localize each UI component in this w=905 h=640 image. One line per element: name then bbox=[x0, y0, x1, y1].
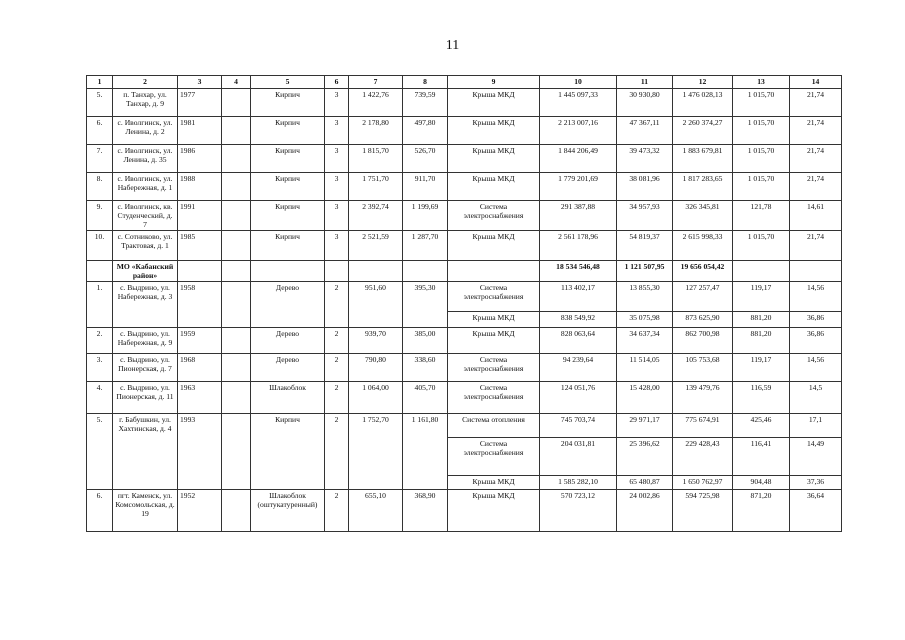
row-number: 6. bbox=[87, 490, 113, 532]
address-cell: с. Иволгинск, кв. Студенческий, д. 7 bbox=[113, 201, 178, 231]
unit-cost-cell: 36,64 bbox=[790, 490, 842, 532]
empty-cell bbox=[178, 261, 222, 282]
area-living-cell: 338,60 bbox=[403, 354, 448, 382]
cost-cell: 204 031,81 bbox=[540, 438, 617, 476]
work-type-cell: Система электроснабжения bbox=[448, 282, 540, 312]
unit-cost-cell: 21,74 bbox=[790, 89, 842, 117]
row-number: 4. bbox=[87, 382, 113, 414]
work-type-cell: Система электроснабжения bbox=[448, 438, 540, 476]
cost-cell: 124 051,76 bbox=[540, 382, 617, 414]
floors-cell: 3 bbox=[325, 173, 349, 201]
area-living-cell: 395,30 bbox=[403, 282, 448, 328]
year-cell: 1986 bbox=[178, 145, 222, 173]
subtotal-cost: 19 656 054,42 bbox=[673, 261, 733, 282]
address-cell: п. Танхар, ул. Танхар, д. 9 bbox=[113, 89, 178, 117]
empty-cell bbox=[222, 117, 251, 145]
year-cell: 1963 bbox=[178, 382, 222, 414]
cost-cell: 47 367,11 bbox=[617, 117, 673, 145]
material-cell: Дерево bbox=[251, 282, 325, 328]
empty-cell bbox=[222, 201, 251, 231]
address-cell: с. Иволгинск, ул. Ленина, д. 35 bbox=[113, 145, 178, 173]
material-cell: Шлакоблок bbox=[251, 382, 325, 414]
unit-cost-cell: 14,61 bbox=[790, 201, 842, 231]
material-cell: Кирпич bbox=[251, 231, 325, 261]
cost-cell: 775 674,91 bbox=[673, 414, 733, 438]
floors-cell: 3 bbox=[325, 231, 349, 261]
address-cell: г. Бабушкин, ул. Хахтинская, д. 4 bbox=[113, 414, 178, 490]
area-total-cell: 1 422,76 bbox=[349, 89, 403, 117]
year-cell: 1968 bbox=[178, 354, 222, 382]
material-cell: Шлакоблок (оштукатуренный) bbox=[251, 490, 325, 532]
cost-cell: 1 476 028,13 bbox=[673, 89, 733, 117]
cost-cell: 291 387,88 bbox=[540, 201, 617, 231]
work-type-cell: Крыша МКД bbox=[448, 476, 540, 490]
unit-cost-cell: 1 015,70 bbox=[733, 145, 790, 173]
unit-cost-cell: 21,74 bbox=[790, 231, 842, 261]
unit-cost-cell: 1 015,70 bbox=[733, 89, 790, 117]
area-total-cell: 2 178,80 bbox=[349, 117, 403, 145]
floors-cell: 3 bbox=[325, 117, 349, 145]
cost-cell: 65 480,87 bbox=[617, 476, 673, 490]
header-cell: 12 bbox=[673, 76, 733, 89]
area-total-cell: 1 751,70 bbox=[349, 173, 403, 201]
unit-cost-cell: 119,17 bbox=[733, 354, 790, 382]
cost-cell: 24 002,86 bbox=[617, 490, 673, 532]
header-cell: 7 bbox=[349, 76, 403, 89]
unit-cost-cell: 121,78 bbox=[733, 201, 790, 231]
header-cell: 6 bbox=[325, 76, 349, 89]
floors-cell: 2 bbox=[325, 282, 349, 328]
unit-cost-cell: 36,86 bbox=[790, 328, 842, 354]
floors-cell: 2 bbox=[325, 490, 349, 532]
empty-cell bbox=[222, 354, 251, 382]
area-total-cell: 1 815,70 bbox=[349, 145, 403, 173]
area-living-cell: 497,80 bbox=[403, 117, 448, 145]
year-cell: 1993 bbox=[178, 414, 222, 490]
row-number: 10. bbox=[87, 231, 113, 261]
material-cell: Кирпич bbox=[251, 145, 325, 173]
address-cell: с. Выдрино, ул. Пионерская, д. 7 bbox=[113, 354, 178, 382]
work-type-cell: Система электроснабжения bbox=[448, 382, 540, 414]
area-total-cell: 951,60 bbox=[349, 282, 403, 328]
address-cell: пгт. Каменск, ул. Комсомольская, д. 19 bbox=[113, 490, 178, 532]
empty-cell bbox=[222, 173, 251, 201]
floors-cell: 2 bbox=[325, 354, 349, 382]
cost-cell: 2 561 178,96 bbox=[540, 231, 617, 261]
work-type-cell: Система электроснабжения bbox=[448, 354, 540, 382]
cost-cell: 15 428,00 bbox=[617, 382, 673, 414]
cost-cell: 2 615 998,33 bbox=[673, 231, 733, 261]
capital-repair-table bbox=[86, 75, 842, 532]
material-cell: Кирпич bbox=[251, 201, 325, 231]
header-cell: 4 bbox=[222, 76, 251, 89]
empty-cell bbox=[251, 261, 325, 282]
unit-cost-cell: 1 015,70 bbox=[733, 231, 790, 261]
column-number-row bbox=[87, 76, 842, 89]
row-number: 3. bbox=[87, 354, 113, 382]
empty-cell bbox=[790, 261, 842, 282]
material-cell: Дерево bbox=[251, 328, 325, 354]
header-cell: 8 bbox=[403, 76, 448, 89]
table-row bbox=[87, 173, 842, 201]
year-cell: 1991 bbox=[178, 201, 222, 231]
area-total-cell: 1 064,00 bbox=[349, 382, 403, 414]
header-cell: 11 bbox=[617, 76, 673, 89]
unit-cost-cell: 1 015,70 bbox=[733, 173, 790, 201]
year-cell: 1988 bbox=[178, 173, 222, 201]
row-number: 7. bbox=[87, 145, 113, 173]
work-type-cell: Система электроснабжения bbox=[448, 201, 540, 231]
row-number: 9. bbox=[87, 201, 113, 231]
material-cell: Кирпич bbox=[251, 173, 325, 201]
cost-cell: 1 445 097,33 bbox=[540, 89, 617, 117]
cost-cell: 862 700,98 bbox=[673, 328, 733, 354]
header-cell: 13 bbox=[733, 76, 790, 89]
area-living-cell: 1 287,70 bbox=[403, 231, 448, 261]
empty-cell bbox=[222, 382, 251, 414]
cost-cell: 1 844 206,49 bbox=[540, 145, 617, 173]
unit-cost-cell: 14,56 bbox=[790, 282, 842, 312]
work-type-cell: Крыша МКД bbox=[448, 231, 540, 261]
cost-cell: 2 213 007,16 bbox=[540, 117, 617, 145]
unit-cost-cell: 14,56 bbox=[790, 354, 842, 382]
cost-cell: 326 345,81 bbox=[673, 201, 733, 231]
year-cell: 1985 bbox=[178, 231, 222, 261]
table-row bbox=[87, 145, 842, 173]
work-type-cell: Крыша МКД bbox=[448, 89, 540, 117]
empty-cell bbox=[222, 490, 251, 532]
unit-cost-cell: 871,20 bbox=[733, 490, 790, 532]
unit-cost-cell: 36,86 bbox=[790, 312, 842, 328]
address-cell: с. Сотниково, ул. Трактовая, д. 1 bbox=[113, 231, 178, 261]
address-cell: с. Иволгинск, ул. Набережная, д. 1 bbox=[113, 173, 178, 201]
empty-cell bbox=[222, 328, 251, 354]
unit-cost-cell: 904,48 bbox=[733, 476, 790, 490]
subtotal-cost: 1 121 507,95 bbox=[617, 261, 673, 282]
cost-cell: 838 549,92 bbox=[540, 312, 617, 328]
material-cell: Кирпич bbox=[251, 414, 325, 490]
unit-cost-cell: 881,20 bbox=[733, 328, 790, 354]
empty-cell bbox=[448, 261, 540, 282]
area-total-cell: 1 752,70 bbox=[349, 414, 403, 490]
header-cell: 9 bbox=[448, 76, 540, 89]
area-total-cell: 2 392,74 bbox=[349, 201, 403, 231]
unit-cost-cell: 37,36 bbox=[790, 476, 842, 490]
cost-cell: 828 063,64 bbox=[540, 328, 617, 354]
area-total-cell: 655,10 bbox=[349, 490, 403, 532]
cost-cell: 570 723,12 bbox=[540, 490, 617, 532]
cost-cell: 1 779 201,69 bbox=[540, 173, 617, 201]
floors-cell: 3 bbox=[325, 89, 349, 117]
year-cell: 1981 bbox=[178, 117, 222, 145]
area-total-cell: 939,70 bbox=[349, 328, 403, 354]
floors-cell: 2 bbox=[325, 414, 349, 490]
floors-cell: 2 bbox=[325, 328, 349, 354]
table-row bbox=[87, 282, 842, 312]
header-cell: 2 bbox=[113, 76, 178, 89]
empty-cell bbox=[325, 261, 349, 282]
area-living-cell: 526,70 bbox=[403, 145, 448, 173]
cost-cell: 105 753,68 bbox=[673, 354, 733, 382]
cost-cell: 94 239,64 bbox=[540, 354, 617, 382]
table-row bbox=[87, 231, 842, 261]
unit-cost-cell: 425,46 bbox=[733, 414, 790, 438]
empty-cell bbox=[87, 261, 113, 282]
year-cell: 1958 bbox=[178, 282, 222, 328]
unit-cost-cell: 17,1 bbox=[790, 414, 842, 438]
cost-cell: 34 637,34 bbox=[617, 328, 673, 354]
cost-cell: 54 819,37 bbox=[617, 231, 673, 261]
cost-cell: 1 883 679,81 bbox=[673, 145, 733, 173]
cost-cell: 1 585 282,10 bbox=[540, 476, 617, 490]
header-cell: 5 bbox=[251, 76, 325, 89]
work-type-cell: Крыша МКД bbox=[448, 145, 540, 173]
empty-cell bbox=[222, 261, 251, 282]
cost-cell: 127 257,47 bbox=[673, 282, 733, 312]
header-cell: 3 bbox=[178, 76, 222, 89]
cost-cell: 38 081,96 bbox=[617, 173, 673, 201]
table-row bbox=[87, 382, 842, 414]
material-cell: Кирпич bbox=[251, 117, 325, 145]
work-type-cell: Крыша МКД bbox=[448, 312, 540, 328]
address-cell: с. Выдрино, ул. Набережная, д. 3 bbox=[113, 282, 178, 328]
header-cell: 1 bbox=[87, 76, 113, 89]
table-row bbox=[87, 201, 842, 231]
header-cell: 14 bbox=[790, 76, 842, 89]
area-living-cell: 1 161,80 bbox=[403, 414, 448, 490]
empty-cell bbox=[222, 282, 251, 328]
unit-cost-cell: 119,17 bbox=[733, 282, 790, 312]
cost-cell: 11 514,05 bbox=[617, 354, 673, 382]
material-cell: Дерево bbox=[251, 354, 325, 382]
address-cell: с. Иволгинск, ул. Ленина, д. 2 bbox=[113, 117, 178, 145]
header-cell: 10 bbox=[540, 76, 617, 89]
table-row bbox=[87, 354, 842, 382]
cost-cell: 1 817 283,65 bbox=[673, 173, 733, 201]
unit-cost-cell: 116,41 bbox=[733, 438, 790, 476]
row-number: 5. bbox=[87, 414, 113, 490]
floors-cell: 3 bbox=[325, 201, 349, 231]
area-living-cell: 911,70 bbox=[403, 173, 448, 201]
work-type-cell: Крыша МКД bbox=[448, 490, 540, 532]
area-total-cell: 790,80 bbox=[349, 354, 403, 382]
cost-cell: 30 930,80 bbox=[617, 89, 673, 117]
subtotal-row bbox=[87, 261, 842, 282]
empty-cell bbox=[403, 261, 448, 282]
cost-cell: 29 971,17 bbox=[617, 414, 673, 438]
row-number: 2. bbox=[87, 328, 113, 354]
area-living-cell: 368,90 bbox=[403, 490, 448, 532]
empty-cell bbox=[733, 261, 790, 282]
cost-cell: 229 428,43 bbox=[673, 438, 733, 476]
empty-cell bbox=[222, 414, 251, 490]
cost-cell: 139 479,76 bbox=[673, 382, 733, 414]
table-row bbox=[87, 328, 842, 354]
unit-cost-cell: 21,74 bbox=[790, 173, 842, 201]
table-row bbox=[87, 117, 842, 145]
empty-cell bbox=[222, 89, 251, 117]
work-type-cell: Крыша МКД bbox=[448, 117, 540, 145]
year-cell: 1952 bbox=[178, 490, 222, 532]
unit-cost-cell: 14,5 bbox=[790, 382, 842, 414]
work-type-cell: Крыша МКД bbox=[448, 173, 540, 201]
area-total-cell: 2 521,59 bbox=[349, 231, 403, 261]
cost-cell: 25 396,62 bbox=[617, 438, 673, 476]
unit-cost-cell: 21,74 bbox=[790, 145, 842, 173]
cost-cell: 873 625,90 bbox=[673, 312, 733, 328]
cost-cell: 35 075,98 bbox=[617, 312, 673, 328]
floors-cell: 3 bbox=[325, 145, 349, 173]
table-row bbox=[87, 490, 842, 532]
row-number: 1. bbox=[87, 282, 113, 328]
unit-cost-cell: 881,20 bbox=[733, 312, 790, 328]
work-type-cell: Крыша МКД bbox=[448, 328, 540, 354]
cost-cell: 2 260 374,27 bbox=[673, 117, 733, 145]
row-number: 5. bbox=[87, 89, 113, 117]
empty-cell bbox=[222, 145, 251, 173]
empty-cell bbox=[222, 231, 251, 261]
floors-cell: 2 bbox=[325, 382, 349, 414]
table-row bbox=[87, 89, 842, 117]
address-cell: с. Выдрино, ул. Набережная, д. 9 bbox=[113, 328, 178, 354]
address-cell: с. Выдрино, ул. Пионерская, д. 11 bbox=[113, 382, 178, 414]
year-cell: 1977 bbox=[178, 89, 222, 117]
unit-cost-cell: 14,49 bbox=[790, 438, 842, 476]
cost-cell: 39 473,32 bbox=[617, 145, 673, 173]
unit-cost-cell: 21,74 bbox=[790, 117, 842, 145]
cost-cell: 113 402,17 bbox=[540, 282, 617, 312]
cost-cell: 745 703,74 bbox=[540, 414, 617, 438]
unit-cost-cell: 1 015,70 bbox=[733, 117, 790, 145]
table-row bbox=[87, 414, 842, 438]
cost-cell: 1 650 762,97 bbox=[673, 476, 733, 490]
row-number: 6. bbox=[87, 117, 113, 145]
material-cell: Кирпич bbox=[251, 89, 325, 117]
cost-cell: 34 957,93 bbox=[617, 201, 673, 231]
subtotal-cost: 18 534 546,48 bbox=[540, 261, 617, 282]
row-number: 8. bbox=[87, 173, 113, 201]
subtotal-label: МО «Кабанский район» bbox=[113, 261, 178, 282]
year-cell: 1959 bbox=[178, 328, 222, 354]
area-living-cell: 739,59 bbox=[403, 89, 448, 117]
area-living-cell: 405,70 bbox=[403, 382, 448, 414]
unit-cost-cell: 116,59 bbox=[733, 382, 790, 414]
cost-cell: 594 725,98 bbox=[673, 490, 733, 532]
area-living-cell: 385,00 bbox=[403, 328, 448, 354]
area-living-cell: 1 199,69 bbox=[403, 201, 448, 231]
page-number: 11 bbox=[445, 38, 460, 53]
empty-cell bbox=[349, 261, 403, 282]
cost-cell: 13 855,30 bbox=[617, 282, 673, 312]
work-type-cell: Система отопления bbox=[448, 414, 540, 438]
